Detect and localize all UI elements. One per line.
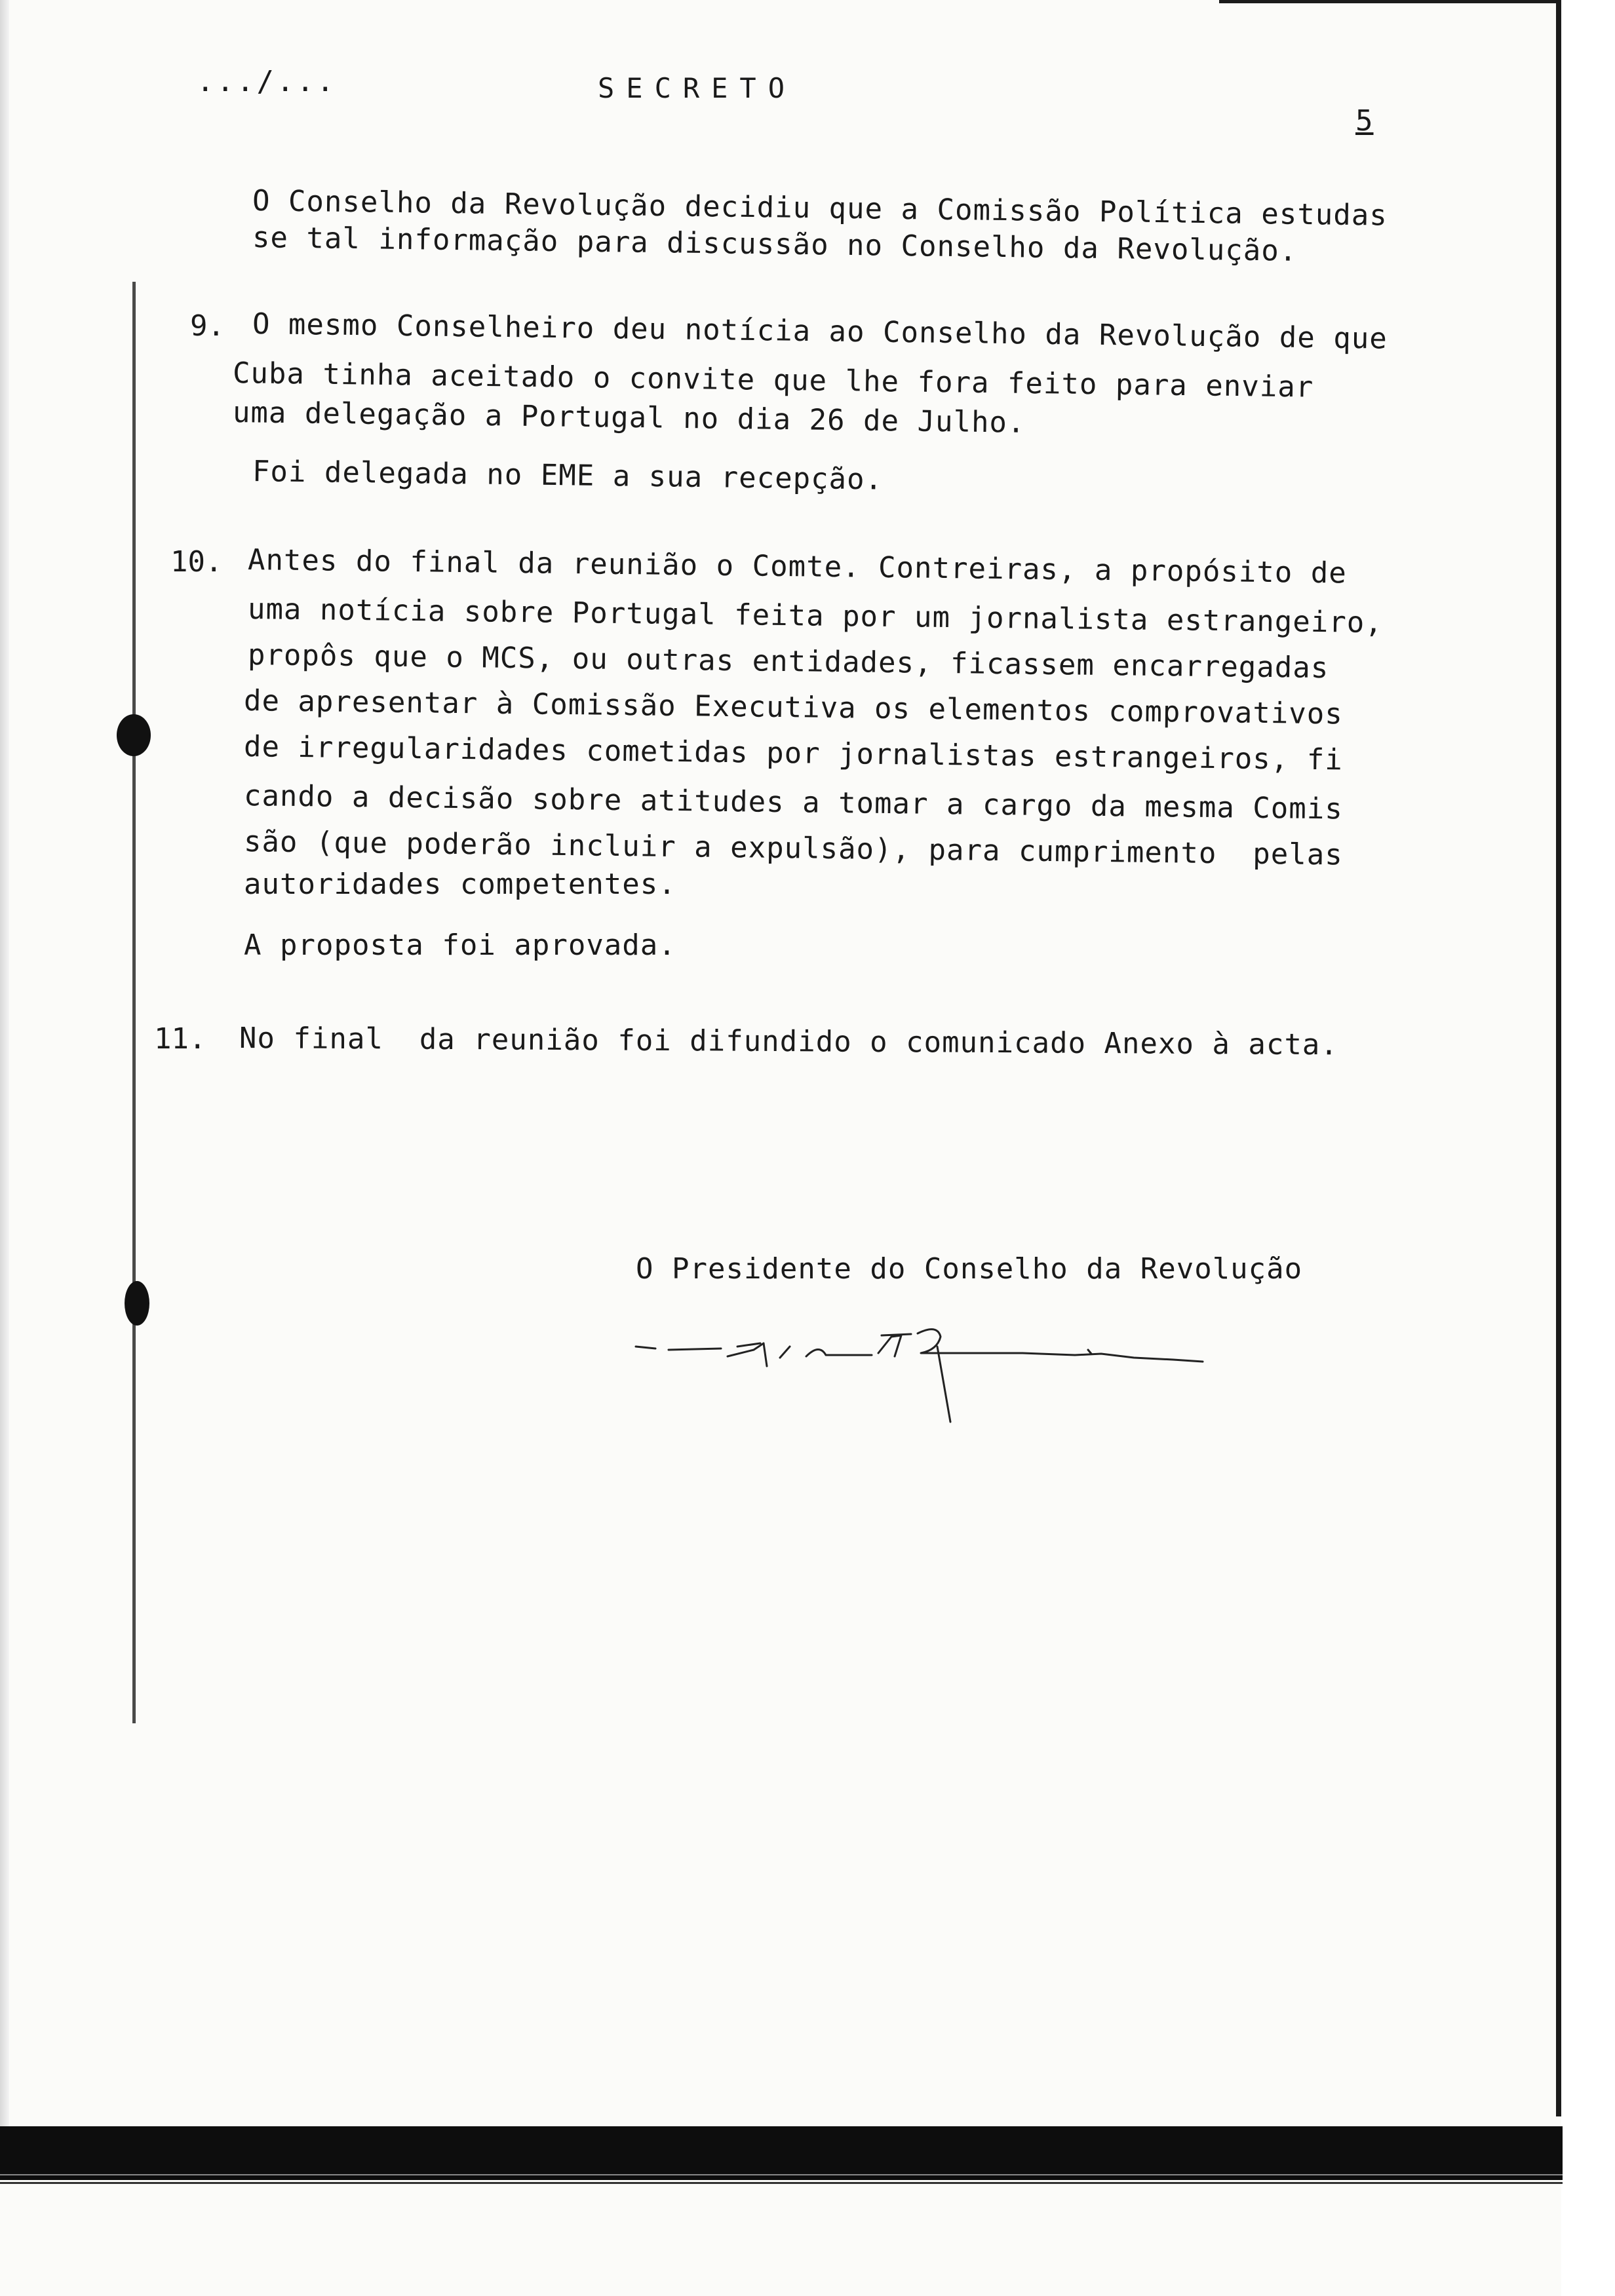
scan-bottom-band xyxy=(0,2126,1563,2180)
paragraph-line: se tal informação para discussão no Conselho da Revolução. xyxy=(252,221,1298,268)
paragraph-line: de apresentar à Comissão Executiva os elementos comprovativos xyxy=(243,684,1344,731)
paragraph-line: propôs que o MCS, ou outras entidades, ficassem encarregadas xyxy=(247,638,1329,685)
paragraph-line: cando a decisão sobre atitudes a tomar a cargo da mesma Comis xyxy=(243,779,1344,826)
binding-line xyxy=(132,282,136,1723)
binding-hole-2 xyxy=(125,1281,149,1326)
page-number: 5 xyxy=(1355,104,1374,138)
continuation-mark: .../... xyxy=(197,65,337,98)
scan-bottom-rule xyxy=(0,2182,1563,2184)
scan-bottom-rule-upper xyxy=(0,2174,1563,2175)
scan-left-edge xyxy=(0,0,9,2175)
paragraph-line: autoridades competentes. xyxy=(244,868,676,901)
paragraph-line: No final da reunião foi difundido o comunicado Anexo à acta. xyxy=(239,1022,1339,1062)
paragraph-line: Antes do final da reunião o Comte. Contreiras, a propósito de xyxy=(247,543,1348,590)
paragraph-follow-up: Foi delegada no EME a sua recepção. xyxy=(252,455,884,497)
handwritten-signature xyxy=(629,1317,1245,1428)
paragraph-follow-up: A proposta foi aprovada. xyxy=(244,928,676,962)
scan-right-margin xyxy=(1561,0,1615,2296)
paragraph-line: de irregularidades cometidas por jornalistas estrangeiros, fi xyxy=(243,730,1344,777)
section-number: 10. xyxy=(170,545,223,579)
paragraph-line: Cuba tinha aceitado o convite que lhe fora feito para enviar xyxy=(232,356,1314,404)
paragraph-line: O mesmo Conselheiro deu notícia ao Conselho da Revolução de que xyxy=(252,307,1388,356)
paragraph-line: são (que poderão incluir a expulsão), para cumprimento pelas xyxy=(243,825,1344,872)
scan-right-edge xyxy=(1556,0,1561,2116)
signature-title: O Presidente do Conselho da Revolução xyxy=(636,1252,1303,1286)
paragraph-line: uma notícia sobre Portugal feita por um jornalista estrangeiro, xyxy=(247,592,1384,640)
section-number: 11. xyxy=(154,1022,206,1056)
section-number: 9. xyxy=(190,309,225,343)
paragraph-line: O Conselho da Revolução decidiu que a Comissão Política estudas xyxy=(252,184,1388,233)
classification-label: SECRETO xyxy=(598,72,797,104)
scan-top-rule xyxy=(1219,0,1560,3)
binding-hole-1 xyxy=(117,714,151,756)
paragraph-line: uma delegação a Portugal no dia 26 de Julho. xyxy=(232,396,1026,440)
